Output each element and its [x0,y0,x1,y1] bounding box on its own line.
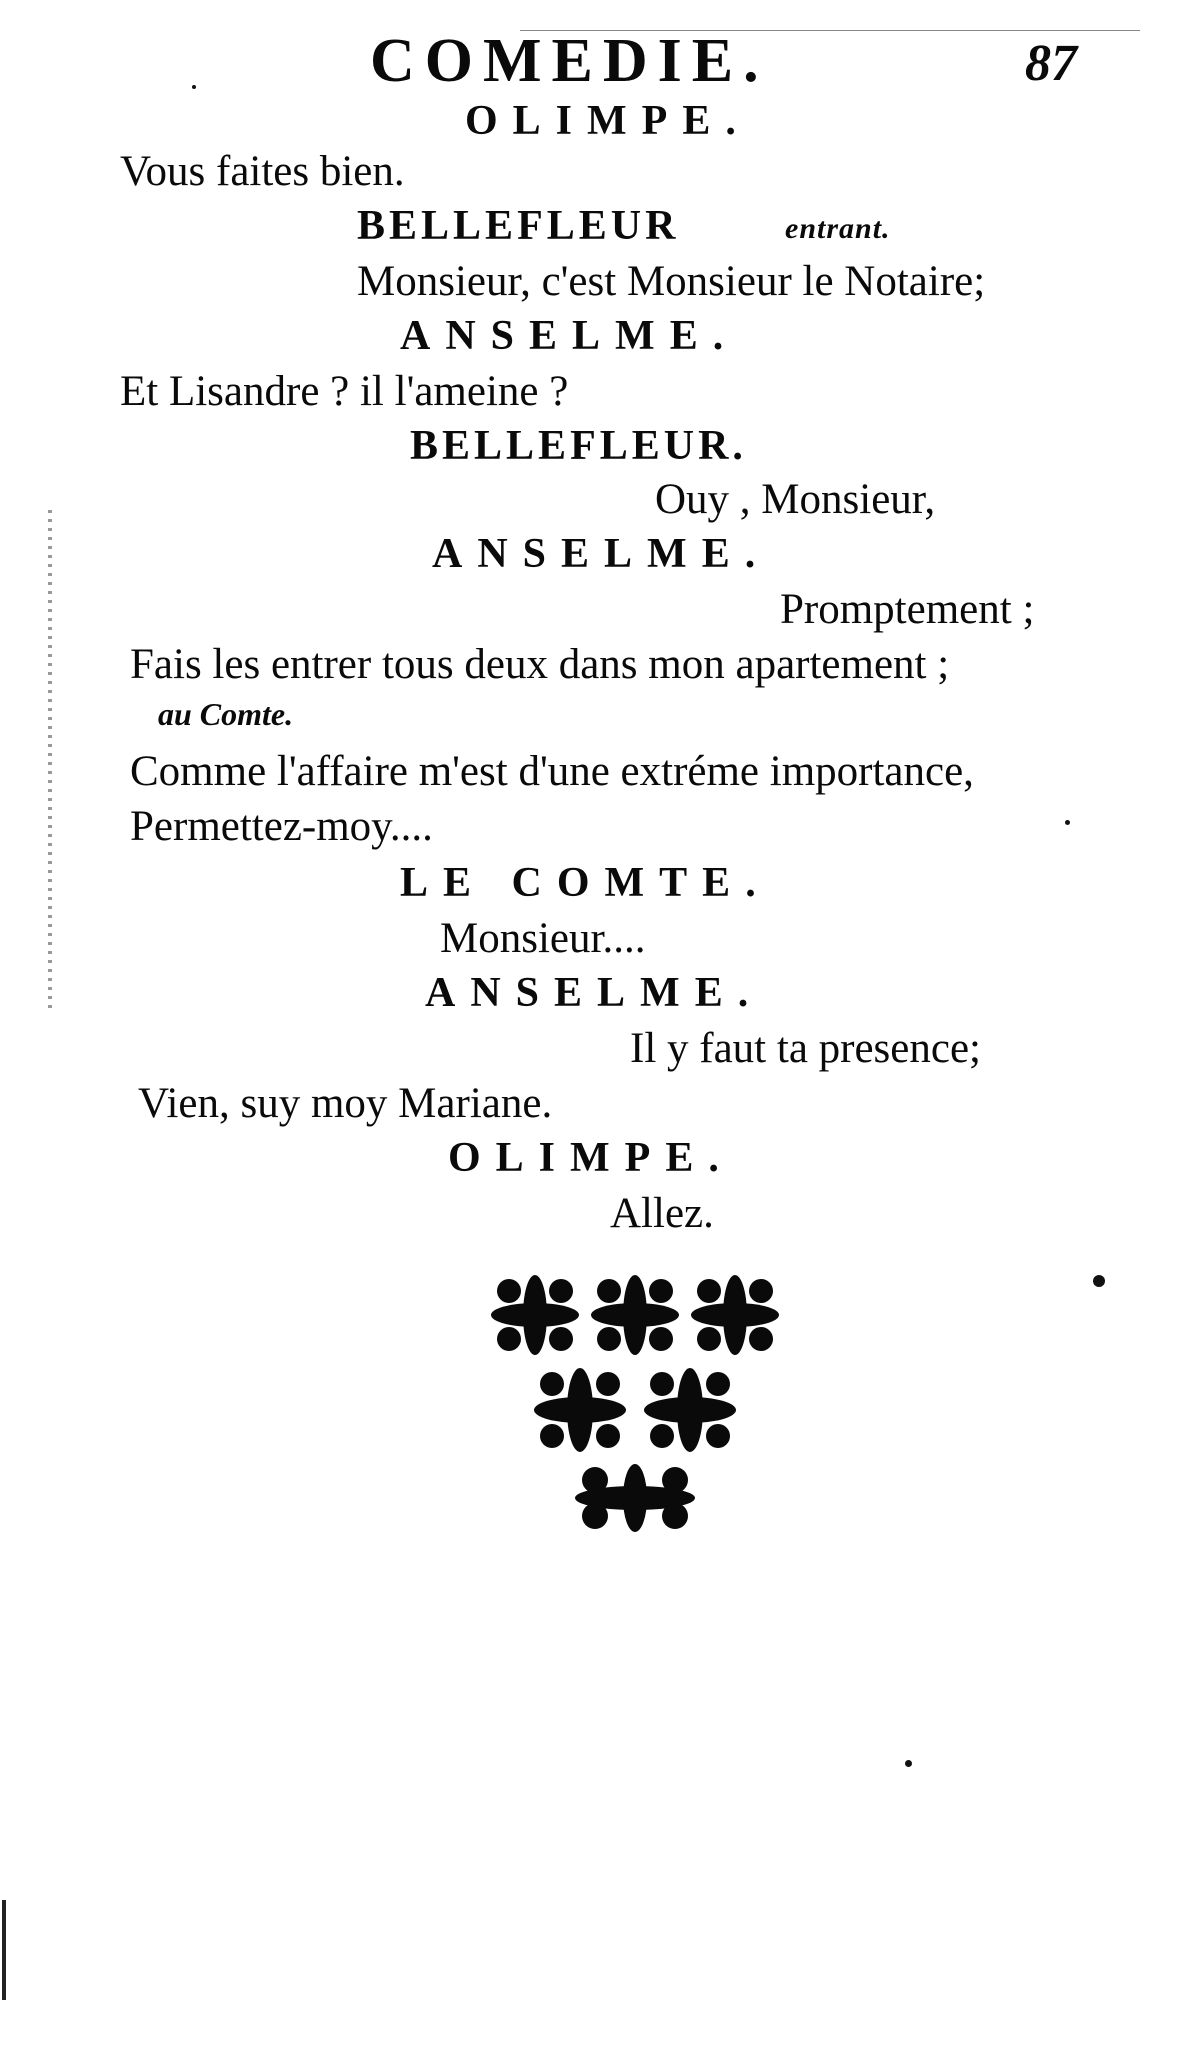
speaker-anselme: ANSELME. [425,970,764,1016]
verse-line: Vien, suy moy Mariane. [138,1080,553,1127]
verse-line: Promptement ; [780,586,1035,633]
verse-line: Vous faites bien. [120,148,405,195]
running-title: COMEDIE. [370,27,769,95]
margin-specks [48,510,52,1010]
speaker-bellefleur: BELLEFLEUR. [410,423,747,469]
verse-line: Ouy , Monsieur, [655,476,936,523]
stage-direction: au Comte. [158,696,294,732]
verse-line: Il y faut ta presence; [630,1025,981,1072]
speaker-olimpe: OLIMPE. [465,98,751,144]
verse-line: Permettez-moy.... [130,803,433,850]
verse-line: Monsieur, c'est Monsieur le Notaire; [357,258,986,305]
ink-speck [1093,1275,1105,1287]
verse-line: Monsieur.... [440,915,646,962]
speaker-le-comte: LE COMTE. [400,860,771,906]
speaker-bellefleur: BELLEFLEUR [357,203,680,249]
speaker-anselme: ANSELME. [400,313,739,359]
fleuron-icon [485,1270,785,1540]
page-number: 87 [1025,35,1077,92]
speaker-olimpe: OLIMPE. [448,1135,734,1181]
verse-line: Allez. [610,1190,714,1237]
verse-line: Et Lisandre ? il l'ameine ? [120,368,569,415]
margin-mark [2,1900,6,2000]
stage-direction: entrant. [785,212,891,245]
ink-speck [192,85,196,89]
speaker-anselme: ANSELME. [432,531,771,577]
verse-line: Comme l'affaire m'est d'une extréme importance, [130,748,974,795]
ink-speck [905,1760,912,1767]
verse-line: Fais les entrer tous deux dans mon apartement ; [130,641,950,688]
ink-speck [1065,820,1070,825]
